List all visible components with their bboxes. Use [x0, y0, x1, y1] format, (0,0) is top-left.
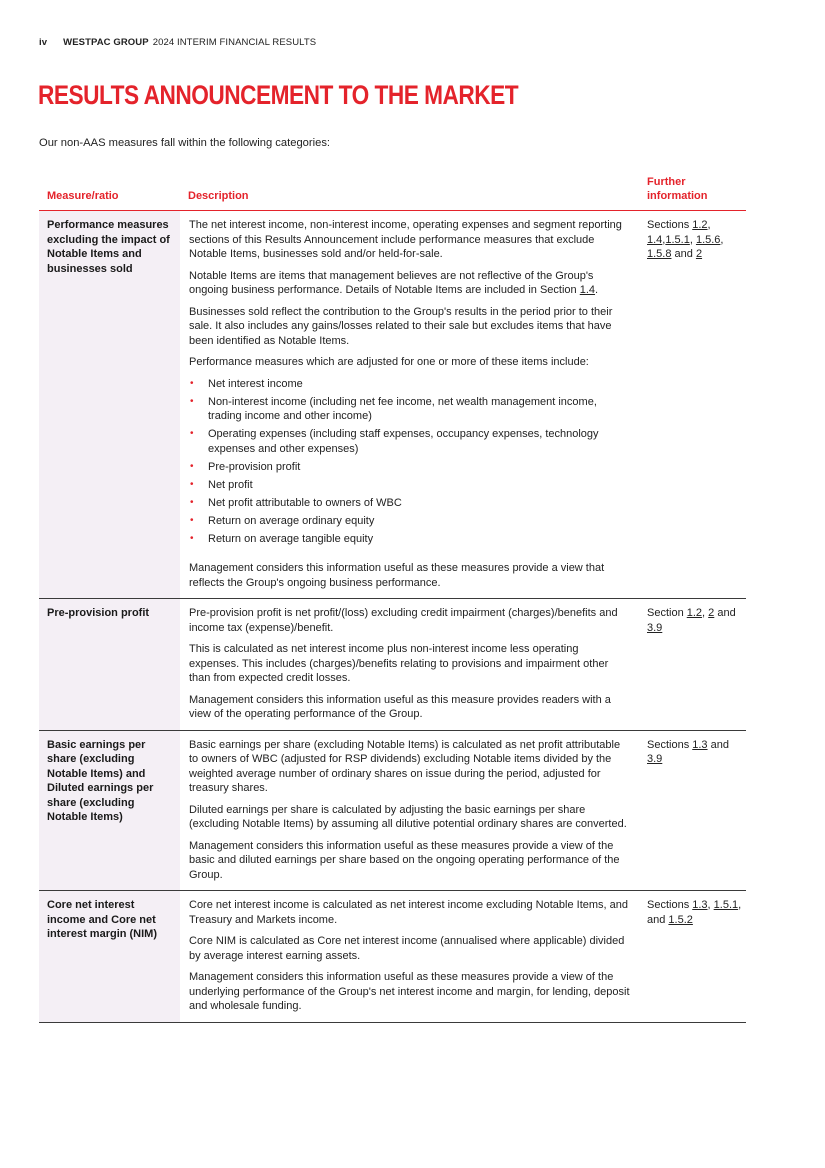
bullet-list [189, 377, 631, 547]
paragraph: Notable Items are items that management believes are not reflective of the Group's ongoing business performance. Details of Notable Items are included in Section 1.4. [189, 269, 599, 296]
page-title: RESULTS ANNOUNCEMENT TO THE MARKET [38, 80, 519, 110]
document-title: 2024 INTERIM FINANCIAL RESULTS [152, 37, 317, 48]
paragraph: Performance measures which are adjusted for one or more of these items include: [189, 356, 589, 368]
row-further-information[interactable]: Sections 1.3, 1.5.1, and 1.5.2 [647, 899, 742, 926]
list-item: • Pre-provision profit [189, 460, 631, 475]
row-further-information[interactable]: Sections 1.3 and 3.9 [647, 738, 729, 765]
list-item: • Net profit [189, 478, 631, 493]
header-description: Description [188, 190, 249, 202]
section-link[interactable]: 1.5.6 [695, 233, 721, 246]
page-number: iv [39, 37, 48, 48]
row-label: Core net interest income and Core net interest margin (NIM) [39, 891, 180, 1022]
list-item: • Net interest income [189, 377, 631, 392]
paragraph: Management considers this information useful as these measures provide a view that reflects the Group's ongoing business performance. [189, 562, 605, 589]
section-link[interactable]: 1.5.1 [665, 233, 690, 246]
paragraph: Management considers this information useful as these measures provide a view of the underlying performance of the Group's net interest income and margin, for lending, deposit and wholesale funding. [189, 971, 630, 1012]
paragraph: The net interest income, non-interest income, operating expenses and segment reporting sections of this Results Announcement include performance measures that exclude Notable Items, businesses sold and/or held-for-sale. [189, 219, 622, 260]
section-link[interactable]: 1.5.2 [668, 913, 693, 926]
row-description [180, 731, 639, 891]
table-row [39, 731, 746, 892]
row-description [180, 891, 639, 1022]
section-link[interactable]: 1.5.8 [647, 248, 672, 260]
section-link[interactable]: 1.5.1 [713, 899, 739, 911]
section-link[interactable]: 1.4 [647, 233, 663, 246]
paragraph: Pre-provision profit is net profit/(loss) excluding credit impairment (charges)/benefits and income tax (expense)/benefit. [189, 607, 618, 634]
paragraph: Management considers this information useful as these measures provide a view of the basic and diluted earnings per share based on the ongoing operating performance of the Group. [189, 839, 620, 881]
brand-name: WESTPAC GROUP [63, 37, 149, 48]
intro-text: Our non-AAS measures fall within the following categories: [39, 137, 331, 149]
row-label: Pre-provision profit [39, 599, 180, 730]
paragraph: Core net interest income is calculated as net interest income excluding Notable Items, and Treasury and Markets income. [189, 899, 629, 926]
row-description [180, 211, 639, 598]
section-link[interactable]: 1.4 [579, 284, 596, 296]
paragraph: Management considers this information useful as this measure provides readers with a view of the operating performance of the Group. [189, 693, 611, 720]
row-label: Performance measures excluding the impact of Notable Items and businesses sold [39, 211, 180, 598]
list-item: • Non-interest income (including net fee income, net wealth management income, trading income and other income) [189, 395, 631, 424]
header-measure: Measure/ratio [47, 190, 119, 202]
section-link[interactable]: 2 [695, 248, 703, 260]
row-further-information[interactable]: Sections 1.2, 1.4,1.5.1, 1.5.6, 1.5.8 and 2 [647, 219, 724, 260]
table-row [39, 891, 746, 1023]
section-link[interactable]: 1.3 [692, 738, 708, 751]
running-header [39, 37, 316, 48]
row-label: Basic earnings per share (excluding Notable Items) and Diluted earnings per share (excluding Notable Items) [39, 731, 180, 891]
paragraph: Basic earnings per share (excluding Notable Items) is calculated as net profit attributable to owners of WBC (adjusted for RSP dividends) excluding Notable items divided by the weighted average number of ordinary shares on issue during the period, adjusted for treasury shares. [189, 738, 621, 794]
non-aas-measures-table [39, 171, 746, 1023]
list-item: • Return on average ordinary equity [189, 514, 631, 529]
paragraph: Core NIM is calculated as Core net interest income (annualised where applicable) divided by average interest earning assets. [189, 935, 625, 962]
section-link[interactable]: 1.2 [686, 607, 703, 619]
table-row [39, 211, 746, 599]
list-item: • Return on average tangible equity [189, 532, 631, 547]
row-further-information[interactable]: Section 1.2, 2 and 3.9 [647, 607, 736, 634]
list-item: • Net profit attributable to owners of WBC [189, 496, 631, 511]
paragraph: Businesses sold reflect the contribution to the Group's results in the period prior to their sale. It also includes any gains/losses related to their sale but excludes items that have been identified as Notable Items. [189, 305, 613, 347]
header-further-information: Further information [647, 176, 708, 202]
paragraph: This is calculated as net interest income plus non-interest income less operating expenses. This includes (charges)/benefits relating to provisions and impairment other than from expected credit losses. [189, 643, 609, 684]
list-item: • Operating expenses (including staff expenses, occupancy expenses, technology expenses and other expenses) [189, 427, 631, 456]
section-link[interactable]: 1.3 [692, 899, 708, 911]
section-link[interactable]: 1.2 [692, 219, 708, 231]
table-row [39, 599, 746, 731]
section-link[interactable]: 3.9 [647, 621, 663, 634]
row-description [180, 599, 639, 730]
paragraph: Diluted earnings per share is calculated by adjusting the basic earnings per share (excluding Notable Items) by assuming all dilutive potential ordinary shares are converted. [189, 803, 627, 830]
table-header-row [39, 171, 746, 211]
section-link[interactable]: 3.9 [647, 753, 663, 765]
section-link[interactable]: 2 [708, 607, 715, 619]
